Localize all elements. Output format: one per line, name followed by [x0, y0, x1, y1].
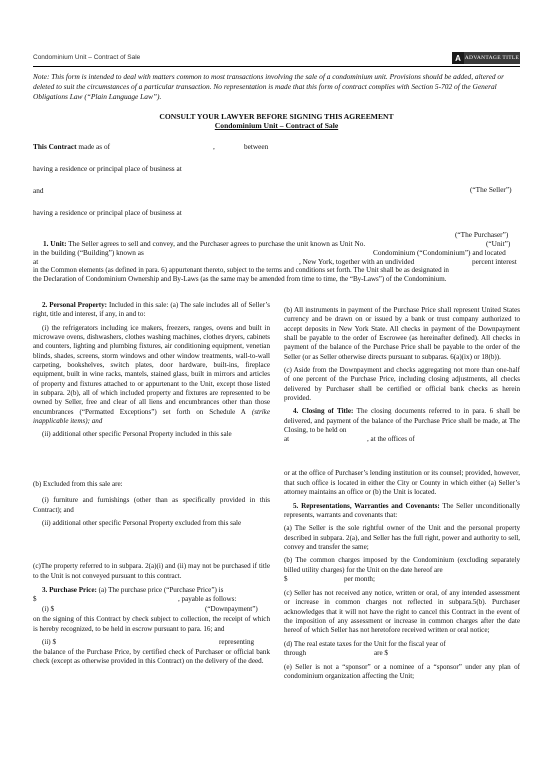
purchaser-address-label: having a residence or principal place of business at [33, 208, 182, 217]
logo-text: ADVANTAGE TITLE [464, 52, 520, 64]
running-title: Condominium Unit – Contract of Sale [33, 54, 141, 61]
downpayment-terms-para: on the signing of this Contract by check subject to collection, the receipt of which is hereby recognized, to be held in escrow pursuant to para. 16; and [33, 615, 270, 633]
instruments-para: (b) All instruments in payment of the Purchase Price shall represent United States currency and be drawn on or issued by a bank or trust company authorized to accept deposits in New York State. All checks in payment of the Downpayment shall be payable to the order of Escrowee (as hereinafter defined). All checks in payment of the balance of the Purchase Price shall be payable to the order of the Seller (or as Seller otherwise directs pursuant to subparas. 6(a)(ix) or 18(b)). [284, 306, 520, 361]
downpayment-amount-label: (i) $ [42, 605, 55, 614]
closing-of-title-para: 4. Closing of Title: The closing documents referred to in para. 6 shall be delivered, and payment of the balance of the Purchase Price shall be made, at The Closing, to be held on [284, 407, 520, 435]
and-label: and [33, 186, 44, 195]
logo-mark-icon: A [452, 52, 464, 64]
included-items-para: (i) the refrigerators including ice makers, freezers, ranges, ovens and built in microwave ovens, dishwashers, clothes washing machines, clothes dryers, cabinets and counters, lighting and plumbing fixtures, air conditioning equipment, venetian blinds, shades, screens, storm windows and other window treatments, wall-to-wall carpeting, bookshelves, switch plates, door hardware, built-ins, fireplace equipment, built in wine racks, mantels, stained glass, built in mirrors and articles of property and fixtures attached to or appurtenant to the Unit, except those listed in subpara. 2(b), all of which included property and fixtures are represented to be owned by Seller, free and clear of all liens and encumbrances other than those encumbrances (“Permatted Exceptions”) set forth on Schedule A (strike inapplicable items); and [33, 323, 270, 426]
unit-line-3b: , New York, together with an undivided [299, 257, 415, 266]
contract-subtitle: Condominium Unit – Contract of Sale [214, 121, 339, 130]
header-rule [33, 66, 520, 67]
date-comma: , [213, 142, 215, 151]
representing-label: representing [219, 637, 255, 646]
additional-included-para: (ii) additional other specific Personal Property included in this sale [42, 430, 232, 439]
contract-date-line: This Contract made as of [33, 142, 111, 151]
seller-address-label: having a residence or principal place of business at [33, 164, 182, 173]
excluded-additional-para: (ii) additional other specific Personal Property excluded from this sale [42, 518, 242, 527]
charges-dollar-sign: $ [284, 574, 288, 583]
seller-label: (“The Seller”) [470, 185, 512, 194]
sole-owner-para: (a) The Seller is the sole rightful owner of the Unit and the personal property described in subpara. 2(a), and Seller has the full right, power and authority to sell, convey and transfer the same; [284, 524, 520, 551]
per-month-label: per month; [344, 574, 375, 583]
real-estate-taxes-para: (d) The real estate taxes for the Unit for the fiscal year of [284, 639, 446, 648]
representations-para: 5. Representations, Warranties and Covenants: The Seller unconditionally represents, warrants and covenants that: [284, 501, 520, 519]
unit-line-2b: Condominium (“Condominium”) and located [373, 248, 506, 257]
between-label: between [244, 142, 269, 151]
payable-label: , payable as follows: [178, 595, 237, 604]
unit-line-4: in the Common elements (as defined in para. 6) appurtenant thereto, subject to the terms and conditions set forth. The Unit shall be as designated in [33, 266, 449, 274]
through-label: through [284, 648, 307, 657]
right-column [284, 306, 520, 686]
taxes-are-label: are $ [374, 648, 388, 657]
closing-at-label: at [284, 435, 290, 444]
purchaser-label: (“The Purchaser”) [455, 230, 509, 239]
unit-line-2a: in the building (“Building”) known as [33, 248, 144, 257]
price-dollar-sign: $ [33, 595, 37, 604]
unit-label: (“Unit”) [486, 239, 511, 248]
balance-amount-label: (ii) $ [42, 637, 56, 646]
personal-property-para: 2. Personal Property: Included in this sale: (a) The sale includes all of Seller’s right, title and interest, if any, in and to: [33, 301, 270, 319]
common-charges-para: (b) The common charges imposed by the Condominium (excluding separately billed utility charges) for the Unit on the date hereof are [284, 556, 520, 574]
unit-line-1: 1. Unit: The Seller agrees to sell and convey, and the Purchaser agrees to purchase the unit known as Unit No. [43, 239, 366, 248]
unit-line-3a: at [33, 257, 39, 266]
unit-line-3c: percent interest [472, 257, 517, 266]
not-sponsor-para: (e) Seller is not a “sponsor” or a nominee of a “sponsor” under any plan of condominium organization affecting the Unit; [284, 662, 520, 681]
not-conveyed-para: (c)The property referred to in subpara. 2(a)(i) and (ii) may not be purchased if title to the Unit is not conveyed pursuant to this contract. [33, 562, 270, 580]
closing-location-para: or at the office of Purchaser’s lending institution or its counsel; provided, however, that such office is located in either the City or County in which either (a) Seller’s attorney maintains an office or (b) the Unit is located. [284, 469, 520, 497]
purchase-price-para: 3. Purchase Price: (a) The purchase price (“Purchase Price”) is [42, 585, 224, 594]
consult-heading: CONSULT YOUR LAWYER BEFORE SIGNING THIS AGREEMENT [159, 112, 394, 121]
assessment-notice-para: (c) Seller has not received any notice, written or oral, of any intended assessment or increase in common charges not reflected in subpara.5(b). Purchaser acknowledges that it will not have the right to cancel this Contract in the event of the imposition of any assessment or increase in common charges after the date hereof of which Seller has not heretofore received written or oral notice; [284, 588, 520, 635]
form-note: Note: This form is intended to deal with matters common to most transactions involving the sale of a condominium unit. Provisions should be added, altered or deleted to suit the circumstances of a particular transaction. No representation is made that this form of contract complies with Section 5-702 of the General Obligations Law (“Plain Language Law”). [33, 72, 504, 102]
downpayment-label: (“Downpayment”) [205, 605, 258, 614]
unit-line-5: the Declaration of Condominium Ownership and By-Laws (as the same may be amended from time to time, the “By-Laws”) of the Condominium. [33, 275, 447, 283]
balance-terms-para: the balance of the Purchase Price, by certified check of Purchaser or official bank check (except as otherwise provided in this Contract) on the delivery of the deed. [33, 647, 270, 666]
aside-checks-para: (c) Aside from the Downpayment and checks aggregating not more than one-half of one percent of the Purchase Price, including closing adjustments, all checks delivered by Purchaser shall be certified or official bank checks as herein provided. [284, 366, 520, 403]
excluded-heading: (b) Excluded from this sale are: [33, 479, 123, 488]
left-column [33, 301, 270, 671]
offices-of-label: , at the offices of [367, 435, 415, 444]
excluded-furniture-para: (i) furniture and furnishings (other than as specifically provided in this Contract); and [33, 496, 270, 514]
advantage-title-logo [452, 52, 520, 64]
